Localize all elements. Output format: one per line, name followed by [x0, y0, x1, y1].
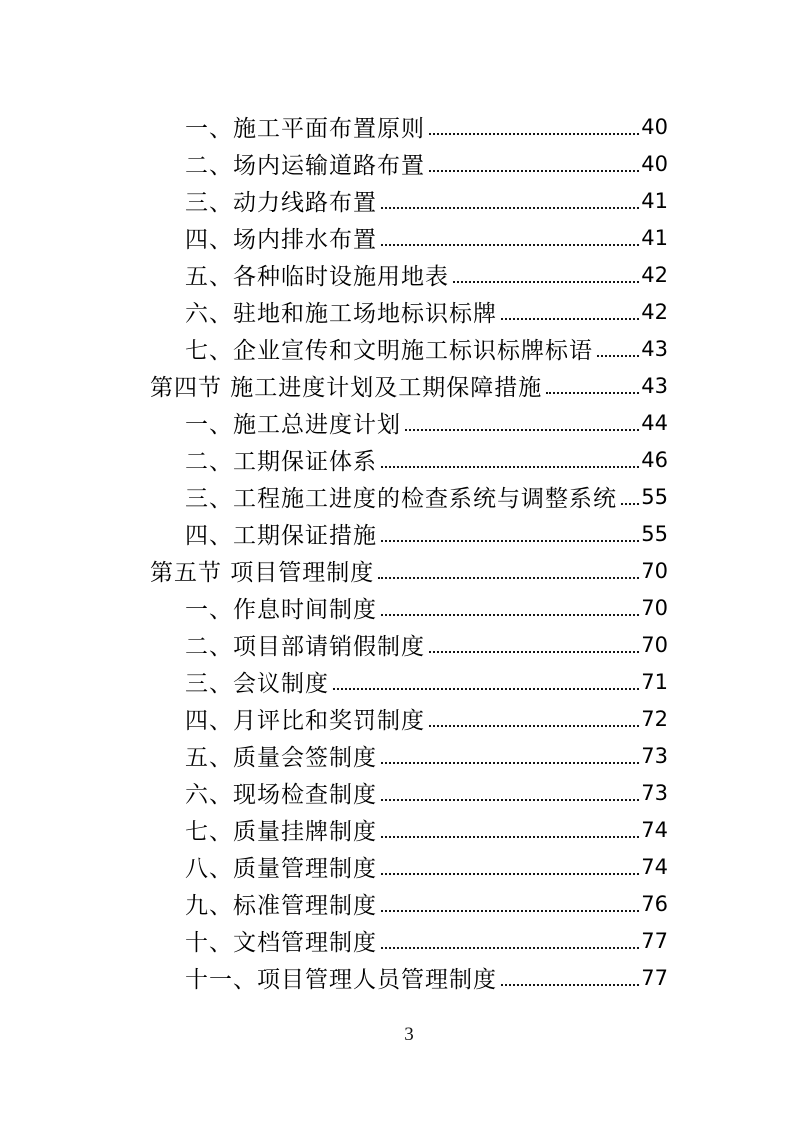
toc-entry-title: 八、质量管理制度 — [185, 856, 377, 882]
toc-entry[interactable] — [150, 737, 668, 774]
toc-entry-title: 九、标准管理制度 — [185, 893, 377, 919]
toc-entry[interactable] — [150, 700, 668, 737]
toc-leader-dots — [333, 688, 639, 690]
toc-entry[interactable] — [150, 774, 668, 811]
toc-entry-page: 74 — [641, 854, 668, 879]
toc-entry-page: 70 — [641, 632, 668, 657]
toc-entry-title: 六、驻地和施工场地标识标牌 — [185, 301, 497, 327]
toc-entry-title: 第五节 项目管理制度 — [150, 560, 375, 586]
toc-entry[interactable] — [150, 404, 668, 441]
toc-entry-title: 四、月评比和奖罚制度 — [185, 708, 425, 734]
toc-leader-dots — [501, 984, 639, 986]
toc-entry-title: 四、工期保证措施 — [185, 523, 377, 549]
toc-entry-page: 74 — [641, 817, 668, 842]
toc-entry-title: 三、会议制度 — [185, 671, 329, 697]
toc-leader-dots — [429, 133, 639, 135]
toc-entry-title: 三、工程施工进度的检查系统与调整系统 — [185, 486, 617, 512]
toc-entry[interactable] — [150, 552, 668, 589]
toc-leader-dots — [381, 799, 639, 801]
toc-entry-title: 五、质量会签制度 — [185, 745, 377, 771]
toc-entry-page: 73 — [641, 780, 668, 805]
toc-entry[interactable] — [150, 811, 668, 848]
toc-entry-title: 一、施工总进度计划 — [185, 412, 401, 438]
toc-leader-dots — [429, 725, 639, 727]
toc-entry[interactable] — [150, 441, 668, 478]
toc-leader-dots — [597, 355, 639, 357]
toc-entry[interactable] — [150, 367, 668, 404]
toc-entry-page: 76 — [641, 891, 668, 916]
toc-entry-title: 二、场内运输道路布置 — [185, 153, 425, 179]
toc-entry[interactable] — [150, 182, 668, 219]
toc-leader-dots — [381, 614, 639, 616]
toc-entry-title: 一、施工平面布置原则 — [185, 116, 425, 142]
toc-entry[interactable] — [150, 626, 668, 663]
toc-entry-title: 五、各种临时设施用地表 — [185, 264, 449, 290]
toc-entry[interactable] — [150, 330, 668, 367]
toc-leader-dots — [453, 281, 639, 283]
toc-entry-page: 42 — [641, 262, 668, 287]
toc-leader-dots — [381, 836, 639, 838]
toc-entry[interactable] — [150, 256, 668, 293]
toc-entry-page: 70 — [641, 558, 668, 583]
toc-leader-dots — [378, 577, 639, 579]
page-number: 3 — [404, 1024, 414, 1045]
toc-leader-dots — [621, 503, 639, 505]
toc-entry-title: 第四节 施工进度计划及工期保障措施 — [150, 375, 543, 401]
toc-entry[interactable] — [150, 478, 668, 515]
toc-entry-page: 77 — [641, 965, 668, 990]
toc-leader-dots — [429, 170, 639, 172]
toc-entry-title: 二、工期保证体系 — [185, 449, 377, 475]
toc-entry-title: 二、项目部请销假制度 — [185, 634, 425, 660]
toc-entry-title: 十、文档管理制度 — [185, 930, 377, 956]
toc-entry-page: 70 — [641, 595, 668, 620]
toc-entry-page: 46 — [641, 447, 668, 472]
toc-leader-dots — [381, 244, 639, 246]
toc-entry-title: 六、现场检查制度 — [185, 782, 377, 808]
toc-entry[interactable] — [150, 293, 668, 330]
toc-entry-page: 73 — [641, 743, 668, 768]
toc-entry[interactable] — [150, 589, 668, 626]
toc-entry[interactable] — [150, 663, 668, 700]
toc-entry-title: 七、企业宣传和文明施工标识标牌标语 — [185, 338, 593, 364]
toc-leader-dots — [381, 947, 639, 949]
toc-entry-page: 72 — [641, 706, 668, 731]
toc-entry[interactable] — [150, 515, 668, 552]
toc-entry[interactable] — [150, 922, 668, 959]
toc-entry-page: 77 — [641, 928, 668, 953]
toc-leader-dots — [546, 392, 639, 394]
toc-entry-title: 三、动力线路布置 — [185, 190, 377, 216]
toc-entry-page: 41 — [641, 188, 668, 213]
toc-entry-page: 40 — [641, 151, 668, 176]
toc-entry-title: 七、质量挂牌制度 — [185, 819, 377, 845]
toc-entry-page: 55 — [641, 484, 668, 509]
toc-entry-page: 41 — [641, 225, 668, 250]
toc-leader-dots — [429, 651, 639, 653]
toc-entry-title: 一、作息时间制度 — [185, 597, 377, 623]
toc-entry-title: 十一、项目管理人员管理制度 — [185, 967, 497, 993]
toc-entry-page: 55 — [641, 521, 668, 546]
toc-entry-page: 43 — [641, 336, 668, 361]
toc-entry[interactable] — [150, 219, 668, 256]
toc-entry[interactable] — [150, 959, 668, 996]
toc-leader-dots — [501, 318, 639, 320]
toc-entry-page: 71 — [641, 669, 668, 694]
toc-leader-dots — [381, 466, 639, 468]
toc-entry[interactable] — [150, 885, 668, 922]
toc-entry-page: 44 — [641, 410, 668, 435]
toc-leader-dots — [381, 873, 639, 875]
toc-leader-dots — [381, 540, 639, 542]
toc-leader-dots — [405, 429, 639, 431]
toc-leader-dots — [381, 910, 639, 912]
toc-leader-dots — [381, 207, 639, 209]
toc-entry-title: 四、场内排水布置 — [185, 227, 377, 253]
toc-list — [150, 108, 668, 996]
toc-leader-dots — [381, 762, 639, 764]
toc-entry[interactable] — [150, 108, 668, 145]
toc-entry[interactable] — [150, 145, 668, 182]
toc-entry-page: 43 — [641, 373, 668, 398]
toc-entry-page: 40 — [641, 114, 668, 139]
toc-entry[interactable] — [150, 848, 668, 885]
toc-entry-page: 42 — [641, 299, 668, 324]
